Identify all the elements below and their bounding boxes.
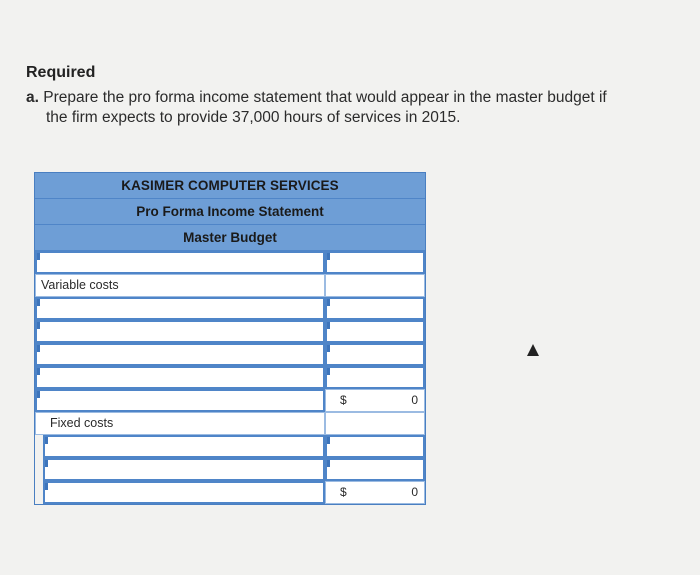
fixed-total-label-input[interactable] <box>43 481 325 504</box>
fixed-total-value: 0 <box>411 485 418 499</box>
table-row <box>34 320 426 343</box>
amount-cell <box>325 412 425 435</box>
variable-cost-item-input[interactable] <box>35 366 325 389</box>
variable-cost-amount-input[interactable] <box>325 366 425 389</box>
question-line-1: Prepare the pro forma income statement that would appear in the master budget if <box>43 89 607 106</box>
variable-cost-item-input[interactable] <box>35 343 325 366</box>
question-line-2: the firm expects to provide 37,000 hours of services in 2015. <box>46 109 461 126</box>
statement-subtitle: Master Budget <box>35 225 425 251</box>
variable-cost-amount-input[interactable] <box>325 343 425 366</box>
table-row <box>34 481 426 505</box>
amount-input[interactable] <box>325 251 425 274</box>
fixed-total-symbol: $ <box>340 485 347 499</box>
required-heading: Required <box>26 64 96 81</box>
income-statement-table <box>34 172 426 505</box>
table-row <box>34 251 426 274</box>
amount-cell <box>325 274 425 297</box>
company-name: KASIMER COMPUTER SERVICES <box>35 173 425 199</box>
variable-cost-amount-input[interactable] <box>325 320 425 343</box>
fixed-cost-amount-input[interactable] <box>325 435 425 458</box>
table-row <box>34 435 426 458</box>
fixed-cost-amount-input[interactable] <box>325 458 425 481</box>
table-row <box>34 412 426 435</box>
table-row <box>34 297 426 320</box>
fixed-cost-item-input[interactable] <box>43 435 325 458</box>
question-letter: a. <box>26 89 39 106</box>
variable-costs-label: Variable costs <box>35 274 325 297</box>
table-row <box>34 458 426 481</box>
statement-header <box>34 172 426 251</box>
fixed-costs-label: Fixed costs <box>35 412 325 435</box>
line-item-input[interactable] <box>35 251 325 274</box>
variable-total-symbol: $ <box>340 393 347 407</box>
variable-cost-item-input[interactable] <box>35 320 325 343</box>
question-text <box>26 88 686 128</box>
table-row <box>34 343 426 366</box>
mouse-cursor-icon <box>527 344 539 356</box>
variable-total-cell <box>325 389 425 412</box>
fixed-cost-item-input[interactable] <box>43 458 325 481</box>
table-row <box>34 389 426 412</box>
table-row <box>34 366 426 389</box>
variable-cost-item-input[interactable] <box>35 297 325 320</box>
table-row <box>34 274 426 297</box>
variable-total-label-input[interactable] <box>35 389 325 412</box>
variable-cost-amount-input[interactable] <box>325 297 425 320</box>
variable-total-value: 0 <box>411 393 418 407</box>
statement-title: Pro Forma Income Statement <box>35 199 425 225</box>
fixed-total-cell <box>325 481 425 504</box>
